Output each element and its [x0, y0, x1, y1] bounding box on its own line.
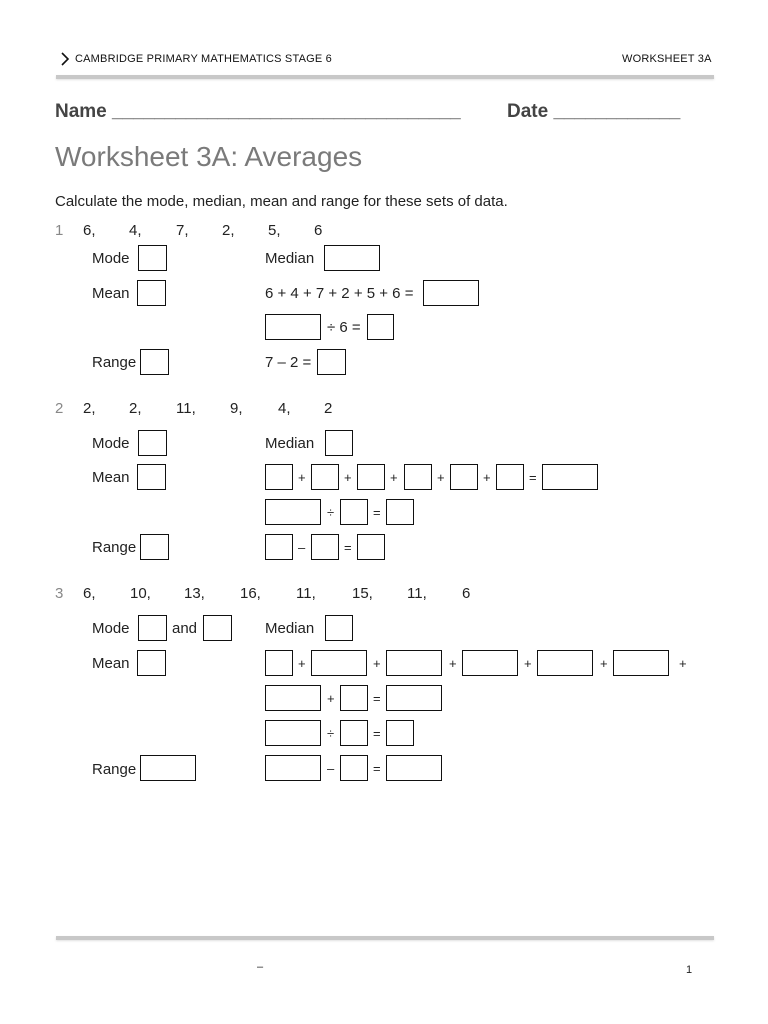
plus-sign: + — [344, 470, 352, 485]
page-title: Worksheet 3A: Averages — [55, 141, 363, 172]
footer-dash: – — [257, 961, 264, 973]
mode-second-answer-box[interactable] — [203, 615, 232, 641]
sum-expression: 6 + 4 + 7 + 2 + 5 + 6 = — [265, 285, 414, 302]
mode-label: Mode — [92, 620, 130, 637]
addend-box[interactable] — [613, 650, 669, 676]
plus-sign: + — [298, 470, 306, 485]
mean-label: Mean — [92, 469, 130, 486]
median-label: Median — [265, 250, 315, 267]
data-value: 2, — [222, 222, 235, 239]
plus-sign: + — [483, 470, 491, 485]
data-value: 2 — [324, 400, 333, 417]
addend-box[interactable] — [311, 650, 367, 676]
question-number: 3 — [55, 585, 64, 602]
data-value: 5, — [268, 222, 281, 239]
minuend-box[interactable] — [265, 534, 293, 560]
equals-sign: = — [373, 505, 381, 520]
data-value: 10, — [130, 585, 151, 602]
data-value: 7, — [176, 222, 189, 239]
chevron-right-icon — [60, 52, 70, 66]
range-expression: 7 – 2 = — [265, 354, 312, 371]
equals-sign: = — [373, 761, 381, 776]
dividend-box[interactable] — [265, 720, 321, 746]
addend-box[interactable] — [496, 464, 524, 490]
data-value: 16, — [240, 585, 261, 602]
addend-box[interactable] — [357, 464, 385, 490]
plus-sign: + — [600, 656, 608, 671]
median-label: Median — [265, 435, 315, 452]
median-answer-box[interactable] — [325, 430, 353, 456]
addend-box[interactable] — [450, 464, 478, 490]
equals-sign: = — [344, 540, 352, 555]
plus-sign: + — [373, 656, 381, 671]
sum-answer-box[interactable] — [423, 280, 479, 306]
mode-answer-box[interactable] — [138, 615, 167, 641]
header-left-text: CAMBRIDGE PRIMARY MATHEMATICS STAGE 6 — [75, 53, 332, 65]
mode-label: Mode — [92, 435, 130, 452]
divide-sign: ÷ — [327, 505, 335, 520]
name-field-label: Name _________________________________ — [55, 101, 461, 122]
plus-sign: + — [679, 656, 687, 671]
data-value: 9, — [230, 400, 243, 417]
data-value: 11, — [407, 585, 427, 602]
divisor-box[interactable] — [340, 499, 368, 525]
data-value: 11, — [296, 585, 316, 602]
quotient-box[interactable] — [386, 499, 414, 525]
divide-expression: ÷ 6 = — [327, 319, 361, 336]
equals-sign: = — [529, 470, 537, 485]
quotient-box[interactable] — [367, 314, 394, 340]
question-number: 1 — [55, 222, 64, 239]
addend-box[interactable] — [311, 464, 339, 490]
data-value: 4, — [129, 222, 142, 239]
header-rule — [56, 75, 714, 79]
mode-answer-box[interactable] — [138, 430, 167, 456]
subtrahend-box[interactable] — [340, 755, 368, 781]
range-label: Range — [92, 539, 137, 556]
footer-rule — [56, 936, 714, 940]
median-answer-box[interactable] — [325, 615, 353, 641]
divisor-box[interactable] — [340, 720, 368, 746]
range-result-box[interactable] — [386, 755, 442, 781]
mean-answer-box[interactable] — [137, 280, 166, 306]
plus-sign: + — [524, 656, 532, 671]
dividend-box[interactable] — [265, 499, 321, 525]
addend-box[interactable] — [462, 650, 518, 676]
minus-sign: – — [327, 761, 335, 776]
addend-box[interactable] — [265, 685, 321, 711]
divide-sign: ÷ — [327, 726, 335, 741]
equals-sign: = — [373, 726, 381, 741]
header-right-text: WORKSHEET 3A — [622, 53, 712, 65]
data-value: 6 — [314, 222, 323, 239]
question-number: 2 — [55, 400, 64, 417]
data-value: 2, — [129, 400, 142, 417]
mean-label: Mean — [92, 285, 130, 302]
range-answer-box[interactable] — [140, 349, 169, 375]
mean-label: Mean — [92, 655, 130, 672]
dividend-box[interactable] — [265, 314, 321, 340]
data-value: 2, — [83, 400, 96, 417]
sum-answer-box[interactable] — [386, 685, 442, 711]
addend-box[interactable] — [537, 650, 593, 676]
plus-sign: + — [449, 656, 457, 671]
data-value: 6, — [83, 585, 96, 602]
instruction-text: Calculate the mode, median, mean and range for these sets of data. — [55, 193, 508, 210]
plus-sign: + — [437, 470, 445, 485]
and-label: and — [172, 620, 198, 637]
plus-sign: + — [390, 470, 398, 485]
plus-sign: + — [298, 656, 306, 671]
mode-answer-box[interactable] — [138, 245, 167, 271]
page-number: 1 — [686, 964, 693, 976]
mean-answer-box[interactable] — [137, 650, 166, 676]
range-result-box[interactable] — [317, 349, 346, 375]
data-value: 6, — [83, 222, 96, 239]
quotient-box[interactable] — [386, 720, 414, 746]
range-result-box[interactable] — [357, 534, 385, 560]
data-value: 4, — [278, 400, 291, 417]
median-label: Median — [265, 620, 315, 637]
range-answer-box[interactable] — [140, 534, 169, 560]
range-label: Range — [92, 761, 137, 778]
minus-sign: – — [298, 540, 306, 555]
range-answer-box[interactable] — [140, 755, 196, 781]
data-value: 6 — [462, 585, 471, 602]
data-value: 11, — [176, 400, 196, 417]
mean-answer-box[interactable] — [137, 464, 166, 490]
plus-sign: + — [327, 691, 335, 706]
minuend-box[interactable] — [265, 755, 321, 781]
date-field-label: Date ____________ — [507, 101, 681, 122]
range-label: Range — [92, 354, 137, 371]
addend-box[interactable] — [404, 464, 432, 490]
addend-box[interactable] — [265, 464, 293, 490]
data-value: 15, — [352, 585, 373, 602]
addend-box[interactable] — [386, 650, 442, 676]
mode-label: Mode — [92, 250, 130, 267]
addend-box[interactable] — [265, 650, 293, 676]
median-answer-box[interactable] — [324, 245, 380, 271]
data-value: 13, — [184, 585, 205, 602]
equals-sign: = — [373, 691, 381, 706]
addend-box[interactable] — [340, 685, 368, 711]
sum-answer-box[interactable] — [542, 464, 598, 490]
subtrahend-box[interactable] — [311, 534, 339, 560]
